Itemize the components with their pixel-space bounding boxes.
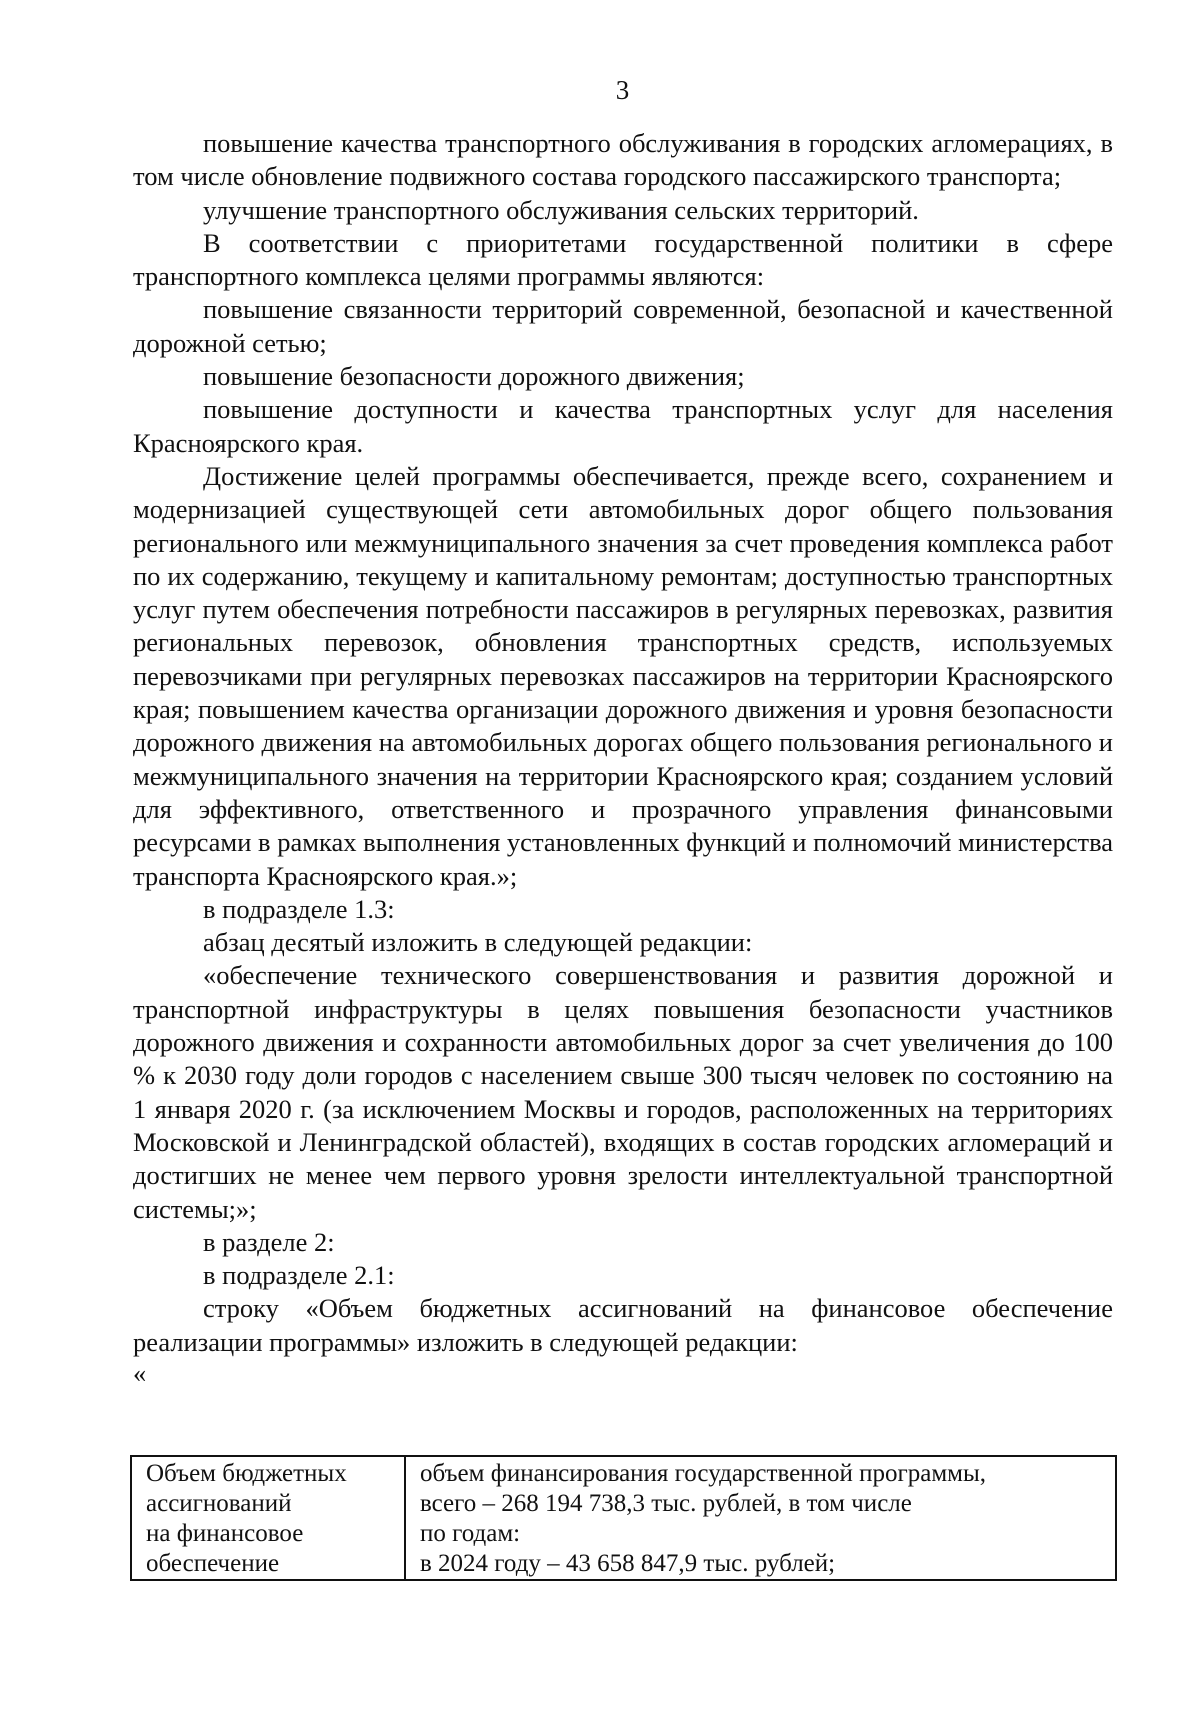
table-cell-label [131, 1456, 405, 1580]
cell-line: ассигнований [146, 1490, 292, 1517]
paragraph: В соответствии с приоритетами государственной политики в сфере транспортного комплекса целями программы являются: [133, 227, 1113, 292]
table-cell-value [405, 1456, 1116, 1580]
paragraph: в разделе 2: [203, 1226, 335, 1257]
table-row [131, 1456, 1116, 1580]
paragraph: абзац десятый изложить в следующей редакции: [203, 927, 753, 958]
budget-table [130, 1455, 1117, 1581]
paragraph: повышение связанности территорий современной, безопасной и качественной дорожной сетью; [133, 294, 1113, 358]
paragraph: повышение доступности и качества транспортных услуг для населения Красноярского края. [133, 394, 1113, 458]
cell-line: объем финансирования государственной программы, [420, 1460, 987, 1487]
cell-line: на финансовое [146, 1520, 304, 1547]
paragraph: повышение безопасности дорожного движения; [203, 361, 745, 392]
paragraph: улучшение транспортного обслуживания сельских территорий. [203, 194, 919, 225]
paragraph: в подразделе 1.3: [203, 893, 395, 924]
cell-line: всего – 268 194 738,3 тыс. рублей, в том числе [420, 1490, 912, 1517]
cell-line: Объем бюджетных [146, 1460, 347, 1487]
opening-quote-mark: « [133, 1357, 147, 1388]
paragraph: Достижение целей программы обеспечивается, прежде всего, сохранением и модернизацией существующей сети автомобильных дорог общего пользования регионального или межмуниципального значения за счет проведения комплекса работ по их содержанию, текущему и капитальному ремонтам; доступностью транспортных услуг путем обеспечения потребности пассажиров в регулярных перевозках, развития региональных перевозок, обновления транспортных средств, используемых перевозчиками при регулярных перевозках пассажиров на территории Красноярского края; повышением качества организации дорожного движения и уровня безопасности дорожного движения на автомобильных дорогах общего пользования регионального и межмуниципального значения на территории Красноярского края; созданием условий для эффективного, ответственного и прозрачного управления финансовыми ресурсами в рамках выполнения установленных функций и полномочий министерства транспорта Красноярского края.»; [133, 460, 1113, 891]
paragraph: «обеспечение технического совершенствования и развития дорожной и транспортной инфраструктуры в целях повышения безопасности участников дорожного движения и сохранности автомобильных дорог за счет увеличения до 100 % к 2030 году доли городов с населением свыше 300 тысяч человек по состоянию на 1 января 2020 г. (за исключением Москвы и городов, расположенных на территориях Московской и Ленинградской областей), входящих в состав городских агломераций и достигших не менее чем первого уровня зрелости интеллектуальной транспортной системы;»; [133, 960, 1113, 1224]
page-number: 3 [615, 75, 630, 105]
paragraph: строку «Объем бюджетных ассигнований на финансовое обеспечение реализации программы» изложить в следующей редакции: [133, 1293, 1113, 1357]
cell-line: по годам: [420, 1520, 521, 1547]
cell-line: обеспечение [146, 1550, 280, 1577]
cell-line: в 2024 году – 43 658 847,9 тыс. рублей; [420, 1550, 836, 1577]
paragraph: в подразделе 2.1: [203, 1260, 395, 1291]
paragraph: повышение качества транспортного обслуживания в городских агломерациях, в том числе обновление подвижного состава городского пассажирского транспорта; [133, 128, 1113, 192]
document-body [133, 127, 1113, 1388]
